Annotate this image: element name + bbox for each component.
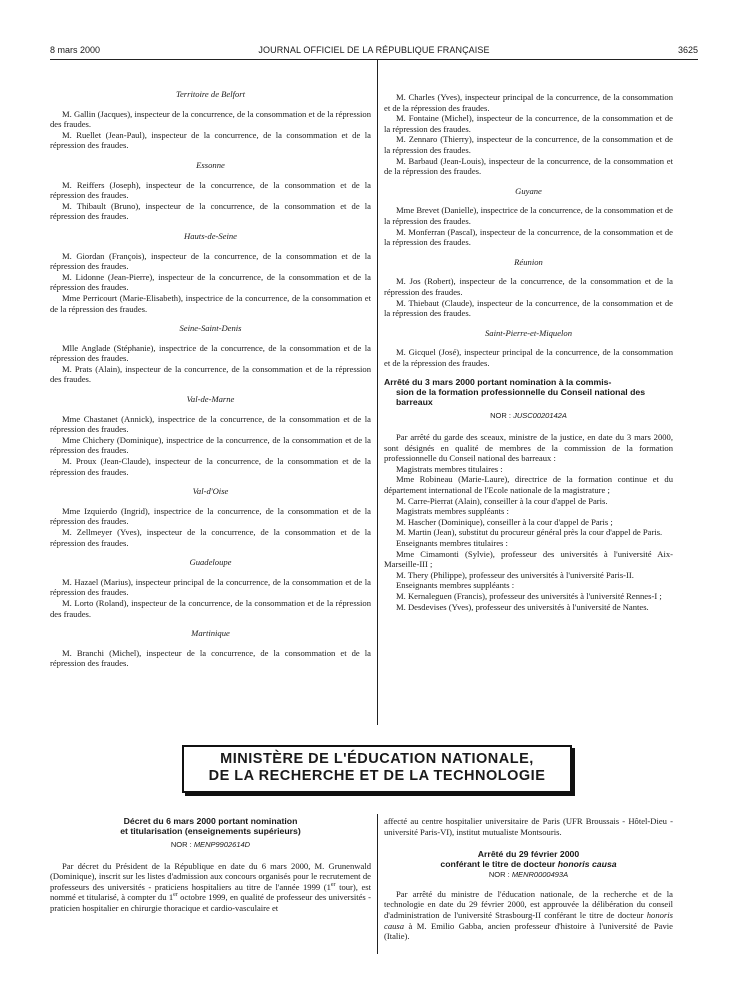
nomination-entry: M. Giordan (François), inspecteur de la concurrence, de la consommation et de la répression des fraudes. — [50, 250, 371, 272]
column-divider — [377, 60, 378, 725]
arrete-hc-title-1: Arrêté du 29 février 2000 — [477, 849, 580, 860]
right-sections — [384, 186, 673, 369]
nomination-entry: M. Fontaine (Michel), inspecteur de la concurrence, de la consommation et de la répression des fraudes. — [384, 113, 673, 134]
decret-nor — [50, 840, 371, 851]
decret-body-part-a: Par décret du Président de la République en date du 6 mars 2000, M. Grunenwald (Dominique), inscrit sur les listes d'admission aux concours organisés pour le recrutement de professeurs des universités - praticiens hospitaliers au titre de l'année 1999 (1 — [50, 860, 371, 892]
arrete-paragraph: M. Carre-Pierrat (Alain), conseiller à la cour d'appel de Paris. — [396, 495, 608, 506]
arrete-paragraph: Par arrêté du garde des sceaux, ministre de la justice, en date du 3 mars 2000, sont désignés en qualité de membres de la commission de la formation professionnelle du Conseil national des barreaux : — [384, 432, 673, 464]
column-divider-bottom — [377, 814, 378, 954]
nor-code: MENP9902614D — [193, 840, 251, 849]
arrete-paragraph: M. Kernaleguen (Francis), professeur des universités à l'université Rennes-I ; — [396, 590, 662, 601]
arrete-paragraph: M. Martin (Jean), substitut du procureur général près la cour d'appel de Paris. — [396, 527, 663, 538]
section-heading: Hauts-de-Seine — [184, 230, 237, 241]
spacer — [384, 837, 673, 849]
nomination-entry: M. Prats (Alain), inspecteur de la concurrence, de la consommation et de la répression des fraudes. — [50, 363, 371, 385]
header-page-number: 3625 — [677, 45, 698, 55]
arrete-barreaux-title-rest: sion de la formation professionnelle du Conseil national des barreaux — [396, 387, 646, 408]
arrete-barreaux-nor — [384, 411, 673, 422]
nomination-entry: M. Lidonne (Jean-Pierre), inspecteur de la concurrence, de la consommation et de la répression des fraudes. — [50, 271, 371, 293]
right-bottom-column — [384, 816, 673, 942]
decret-body-part-c: octobre 1999, en qualité de professeur des universités - praticien hospitalier en chirurgie thoracique et cardio-vasculaire et — [50, 892, 371, 913]
nomination-entry: M. Charles (Yves), inspecteur principal de la concurrence, de la consommation et de la répression des fraudes. — [384, 92, 673, 113]
arrete-barreaux-title — [384, 377, 673, 407]
arrete-hc-nor — [384, 870, 673, 881]
arrete-paragraph: M. Hascher (Dominique), conseiller à la cour d'appel de Paris ; — [396, 516, 613, 527]
nomination-entry: Mme Izquierdo (Ingrid), inspectrice de la concurrence, de la consommation et de la répression des fraudes. — [50, 505, 371, 527]
nomination-entry: Mme Chichery (Dominique), inspectrice de la concurrence, de la consommation et de la répression des fraudes. — [50, 434, 371, 456]
arrete-paragraph: M. Desdevises (Yves), professeur des universités à l'université de Nantes. — [396, 601, 649, 612]
arrete-hc-body-b: à M. Emilio Gabba, ancien professeur d'histoire à l'université de Pavie (Italie). — [384, 920, 673, 942]
arrete-hc-body — [384, 889, 673, 942]
header-journal-title: JOURNAL OFFICIEL DE LA RÉPUBLIQUE FRANÇAISE — [258, 45, 490, 55]
section-heading: Essonne — [196, 159, 225, 170]
nor-label: NOR : — [490, 411, 511, 421]
arrete-paragraph: Enseignants membres titulaires : — [396, 538, 508, 548]
nor-code: MENR0000493A — [511, 870, 569, 880]
section-heading: Guadeloupe — [189, 557, 232, 568]
nomination-entry: M. Thiebaut (Claude), inspecteur de la concurrence, de la consommation et de la répression des fraudes. — [384, 297, 673, 319]
header-date: 8 mars 2000 — [50, 45, 101, 55]
arrete-paragraph: Magistrats membres suppléants : — [396, 506, 509, 517]
arrete-paragraph: M. Thery (Philippe), professeur des universités à l'université Paris-II. — [396, 569, 634, 580]
nor-code: JUSC0020142A — [513, 411, 567, 421]
decret-title-1: Décret du 6 mars 2000 portant nomination — [123, 816, 298, 826]
arrete-barreaux-body — [384, 432, 673, 612]
left-column — [50, 89, 371, 669]
right-column — [384, 92, 673, 612]
left-sections — [50, 89, 371, 669]
decret-body-part-b: tour), est nommé et titularisé, à compter du 1 — [50, 881, 371, 903]
nomination-entry: M. Proux (Jean-Claude), inspecteur de la concurrence, de la consommation et de la répression des fraudes. — [50, 456, 371, 477]
nomination-entry: Mlle Anglade (Stéphanie), inspectrice de la concurrence, de la consommation et de la répression des fraudes. — [50, 342, 371, 364]
nomination-entry: Mme Chastanet (Annick), inspectrice de la concurrence, de la consommation et de la répression des fraudes. — [50, 413, 371, 435]
decret-continuation: affecté au centre hospitalier universitaire de Paris (UFR Broussais - Hôtel-Dieu - université Paris-VI), institut mutualiste Montsouris. — [384, 816, 673, 837]
nomination-entry: M. Barbaud (Jean-Louis), inspecteur de la concurrence, de la consommation et de la répression des fraudes. — [384, 155, 673, 177]
nomination-entry: M. Lorto (Roland), inspecteur de la concurrence, de la consommation et de la répression des fraudes. — [50, 597, 371, 619]
decret-column — [50, 816, 371, 914]
running-header — [50, 45, 698, 59]
arrete-paragraph: Mme Cimamonti (Sylvie), professeur des universités à l'université Aix-Marseille-III ; — [384, 548, 673, 570]
arrete-hc-body-italic: honoris causa — [384, 909, 673, 931]
nomination-entry: Mme Perricourt (Marie-Elisabeth), inspectrice de la concurrence, de la consommation et de la répression des fraudes. — [50, 292, 371, 314]
nomination-entry: M. Jos (Robert), inspecteur de la concurrence, de la consommation et de la répression des fraudes. — [384, 276, 673, 297]
nomination-entry: M. Branchi (Michel), inspecteur de la concurrence, de la consommation et de la répression des fraudes. — [50, 647, 371, 669]
arrete-hc-title-2b: honoris causa — [557, 859, 617, 870]
nomination-entry: M. Thibault (Bruno), inspecteur de la concurrence, de la consommation et de la répression des fraudes. — [50, 200, 371, 222]
section-heading: Réunion — [514, 256, 543, 267]
arrete-barreaux — [384, 377, 673, 612]
nomination-entry: M. Hazael (Marius), inspecteur principal de la concurrence, de la consommation et de la répression des fraudes. — [50, 576, 371, 598]
section-heading: Val-d'Oise — [192, 486, 229, 497]
section-heading: Seine-Saint-Denis — [179, 323, 242, 334]
nomination-entry: M. Reiffers (Joseph), inspecteur de la concurrence, de la consommation et de la répression des fraudes. — [50, 179, 371, 201]
arrete-hc-body-a: Par arrêté du ministre de l'éducation nationale, de la recherche et de la technologie en date du 29 février 2000, est approuvée la délibération du conseil d'administration de l'université Strasbourg-II conférant le titre de docteur — [384, 888, 673, 920]
section-heading: Guyane — [515, 185, 542, 196]
arrete-paragraph: Enseignants membres suppléants : — [396, 580, 515, 591]
section-heading: Val-de-Marne — [186, 394, 235, 405]
right-intro-list — [384, 92, 673, 177]
nomination-entry: M. Monferran (Pascal), inspecteur de la concurrence, de la consommation et de la répression des fraudes. — [384, 226, 673, 248]
superscript: er — [330, 881, 336, 888]
nomination-entry: M. Zennaro (Thierry), inspecteur de la concurrence, de la consommation et de la répression des fraudes. — [384, 134, 673, 155]
nomination-entry: M. Gicquel (José), inspecteur principal de la concurrence, de la consommation et de la répression des fraudes. — [384, 347, 673, 368]
decret-body — [50, 861, 371, 914]
nomination-entry: M. Zellmeyer (Yves), inspecteur de la concurrence, de la consommation et de la répression des fraudes. — [50, 527, 371, 548]
ministry-line-2: DE LA RECHERCHE ET DE LA TECHNOLOGIE — [208, 768, 546, 784]
arrete-paragraph: Magistrats membres titulaires : — [396, 463, 503, 474]
nomination-entry: M. Ruellet (Jean-Paul), inspecteur de la concurrence, de la consommation et de la répression des fraudes. — [50, 129, 371, 151]
superscript: er — [173, 892, 178, 899]
section-heading: Saint-Pierre-et-Miquelon — [484, 327, 573, 338]
nomination-entry: Mme Brevet (Danielle), inspectrice de la concurrence, de la consommation et de la répression des fraudes. — [384, 205, 673, 226]
arrete-barreaux-title-first: Arrêté du 3 mars 2000 portant nomination à la commis- — [384, 377, 612, 388]
ministry-line-1: MINISTÈRE DE L'ÉDUCATION NATIONALE, — [220, 751, 534, 767]
ministry-banner — [182, 745, 572, 793]
section-heading: Martinique — [191, 628, 230, 639]
nor-label: NOR : — [170, 840, 192, 849]
section-heading: Territoire de Belfort — [175, 89, 246, 99]
arrete-hc-title-2 — [384, 859, 673, 869]
nomination-entry: M. Gallin (Jacques), inspecteur de la concurrence, de la consommation et de la répression des fraudes. — [50, 108, 371, 130]
arrete-paragraph: Mme Robineau (Marie-Laure), directrice de la formation continue et du département international de l'Ecole nationale de la magistrature ; — [384, 474, 673, 496]
header-rule — [50, 59, 698, 60]
arrete-hc-title-2a: conférant le titre de docteur — [440, 859, 558, 870]
nor-label: NOR : — [488, 870, 510, 880]
decret-title-2: et titularisation (enseignements supérieurs) — [120, 826, 301, 836]
